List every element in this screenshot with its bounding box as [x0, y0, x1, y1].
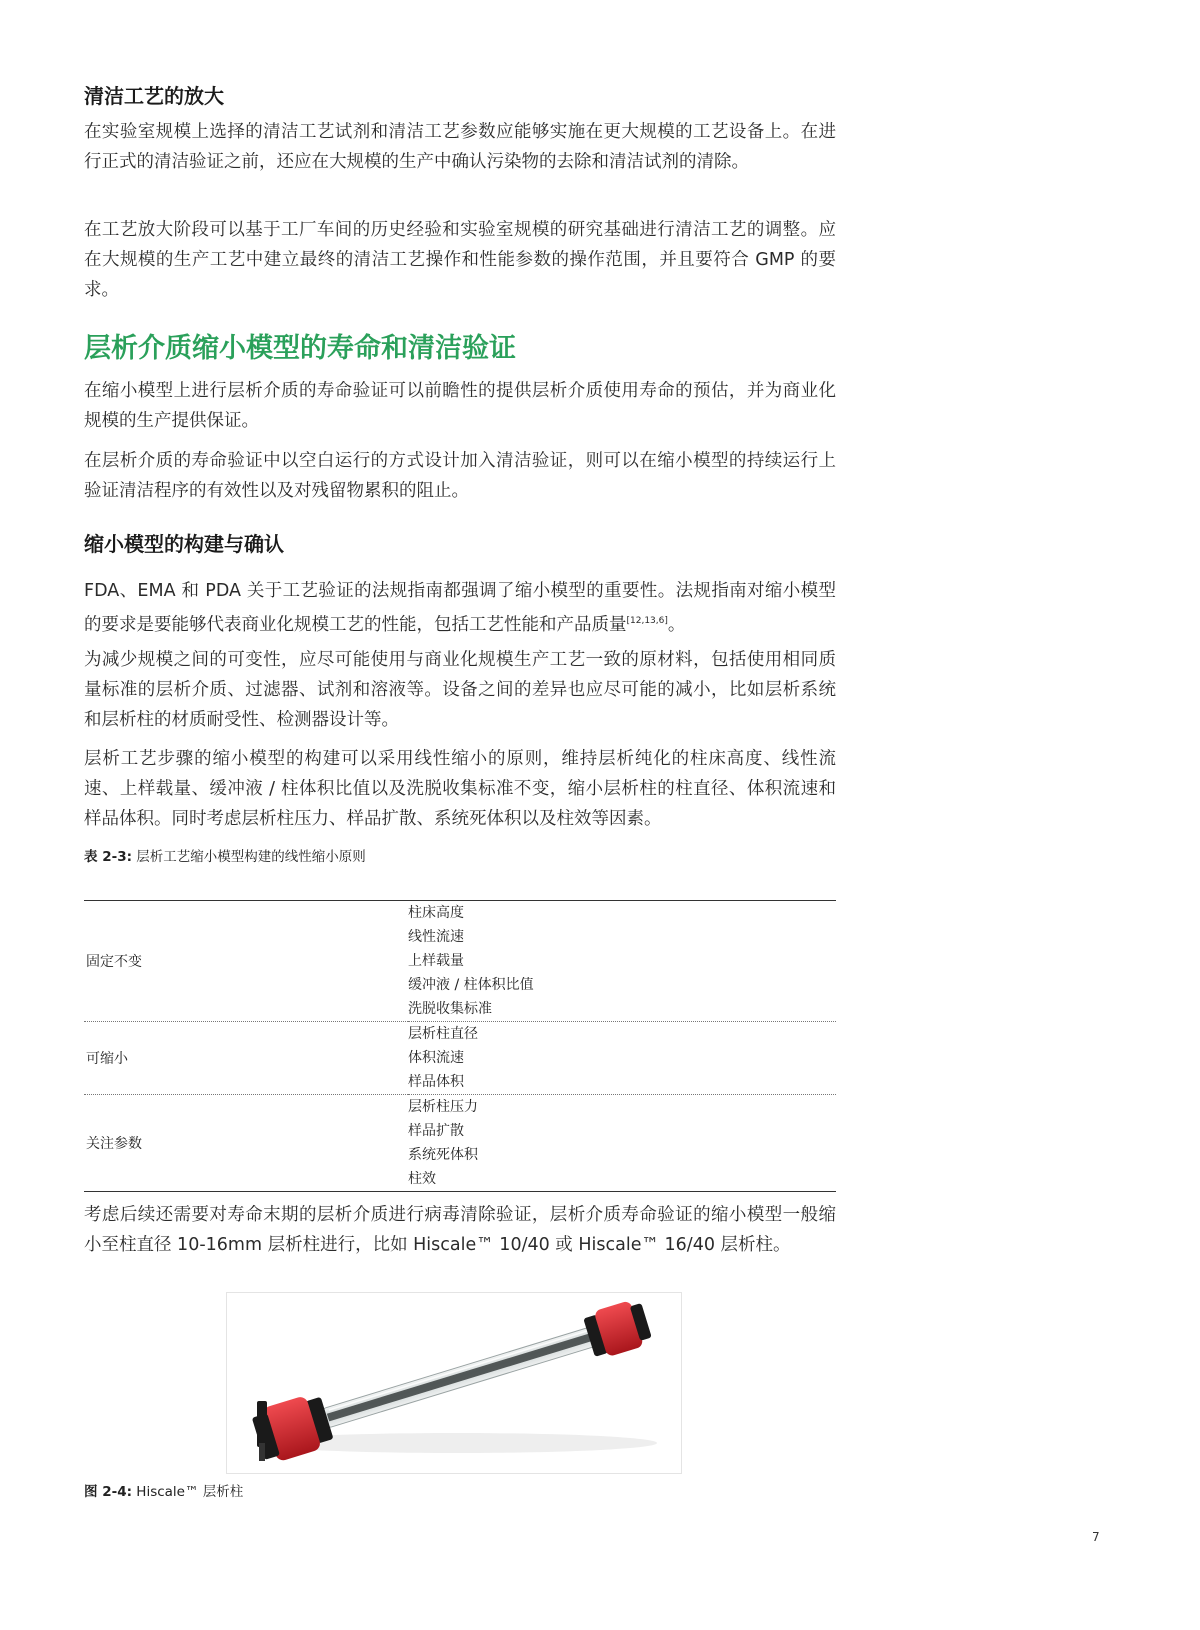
table-row: [84, 1022, 836, 1095]
paragraph: [84, 576, 836, 640]
paragraph-text: FDA、EMA 和 PDA 关于工艺验证的法规指南都强调了缩小模型的重要性。法规指南对缩小模型的要求是要能够代表商业化规模工艺的性能，包括工艺性能和产品质量: [84, 581, 836, 635]
section-heading-lifetime-validation: 层析介质缩小模型的寿命和清洁验证: [84, 333, 516, 364]
row-values: [408, 901, 836, 1022]
paragraph: 考虑后续还需要对寿命末期的层析介质进行病毒清除验证，层析介质寿命验证的缩小模型一般缩小至柱直径 10-16mm 层析柱进行，比如 Hiscale™ 10/40 或 Hiscale™ 16/40 层析柱。: [84, 1205, 836, 1255]
table-row: [84, 901, 836, 1022]
section-heading-scaledown-model: 缩小模型的构建与确认: [84, 532, 284, 556]
row-values: [408, 1022, 836, 1095]
row-value: 上样载量: [408, 953, 464, 969]
paragraph: 在工艺放大阶段可以基于工厂车间的历史经验和实验室规模的研究基础进行清洁工艺的调整。应在大规模的生产工艺中建立最终的清洁工艺操作和性能参数的操作范围，并且要符合 GMP 的要求。: [84, 220, 836, 300]
row-value: 样品扩散: [408, 1123, 464, 1139]
row-value: 样品体积: [408, 1074, 464, 1090]
chromatography-column-illustration: [227, 1293, 681, 1473]
section-heading-cleaning-scaleup: 清洁工艺的放大: [84, 84, 224, 108]
row-value: 缓冲液 / 柱体积比值: [408, 977, 534, 993]
table-caption: [84, 845, 366, 865]
paragraph: 在实验室规模上选择的清洁工艺试剂和清洁工艺参数应能够实施在更大规模的工艺设备上。在进行正式的清洁验证之前，还应在大规模的生产中确认污染物的去除和清洁试剂的清除。: [84, 122, 836, 172]
row-label: 固定不变: [86, 954, 142, 970]
scaledown-principles-table: [84, 900, 836, 1192]
row-value: 系统死体积: [408, 1147, 478, 1163]
citation: [12,13,6]: [626, 616, 668, 626]
paragraph: 层析工艺步骤的缩小模型的构建可以采用线性缩小的原则，维持层析纯化的柱床高度、线性流速、上样载量、缓冲液 / 柱体积比值以及洗脱收集标准不变，缩小层析柱的柱直径、体积流速和样品体积。同时考虑层析柱压力、样品扩散、系统死体积以及柱效等因素。: [84, 749, 836, 829]
row-label: 关注参数: [84, 1095, 408, 1192]
figure-caption-text: Hiscale™ 层析柱: [136, 1484, 244, 1500]
table-caption-text: 层析工艺缩小模型构建的线性缩小原则: [136, 849, 366, 865]
row-value: 柱床高度: [408, 905, 464, 921]
hiscale-column-image: [226, 1292, 682, 1474]
paragraph-end: 。: [667, 614, 686, 635]
row-value: 体积流速: [408, 1050, 464, 1066]
table-caption-label: 表 2-3:: [84, 849, 132, 865]
row-label: 可缩小: [84, 1022, 408, 1095]
figure-caption: [84, 1480, 243, 1500]
row-value: 柱效: [408, 1171, 436, 1187]
row-value: 洗脱收集标准: [408, 1001, 492, 1017]
row-value: 层析柱直径: [408, 1026, 478, 1042]
page-number: 7: [1092, 1530, 1100, 1544]
paragraph: 在缩小模型上进行层析介质的寿命验证可以前瞻性的提供层析介质使用寿命的预估，并为商业化规模的生产提供保证。: [84, 381, 836, 431]
figure-caption-label: 图 2-4:: [84, 1484, 132, 1500]
table-row: [84, 1095, 836, 1192]
paragraph: 为减少规模之间的可变性，应尽可能使用与商业化规模生产工艺一致的原材料，包括使用相同质量标准的层析介质、过滤器、试剂和溶液等。设备之间的差异也应尽可能的减小，比如层析系统和层析柱的材质耐受性、检测器设计等。: [84, 650, 836, 730]
row-value: 线性流速: [408, 929, 464, 945]
row-values: [408, 1095, 836, 1192]
paragraph: 在层析介质的寿命验证中以空白运行的方式设计加入清洁验证，则可以在缩小模型的持续运行上验证清洁程序的有效性以及对残留物累积的阻止。: [84, 451, 836, 501]
row-value: 层析柱压力: [408, 1099, 478, 1115]
